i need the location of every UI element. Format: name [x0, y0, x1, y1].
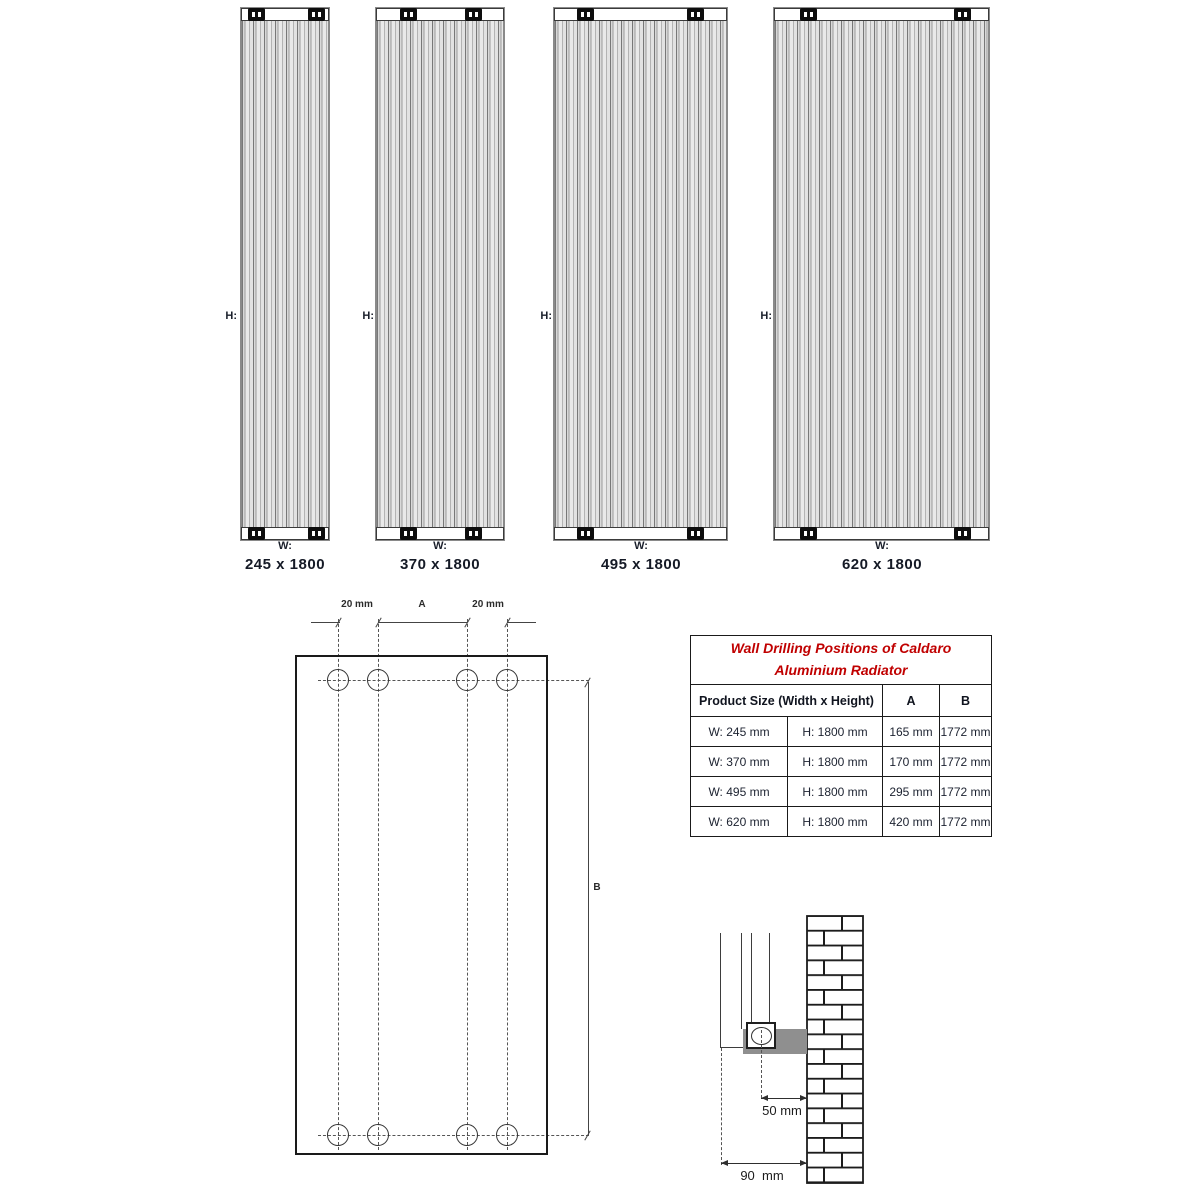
table-row [691, 807, 992, 837]
drill-hole [327, 1124, 349, 1146]
cell-height: H: 1800 mm [788, 747, 883, 777]
drill-hole [496, 1124, 518, 1146]
radiator-370-front-view [375, 7, 505, 541]
radiator-section-line [741, 933, 742, 1029]
table-title-line2: Aluminium Radiator [774, 662, 908, 678]
dimension-line [378, 622, 467, 623]
bracket-clip-icon [800, 8, 817, 21]
radiator-620-front-view [773, 7, 990, 541]
bracket-clip-icon [687, 527, 704, 540]
arrowhead-icon [800, 1160, 807, 1166]
cell-a: 420 mm [883, 807, 940, 837]
radiator-section-line [720, 933, 721, 1048]
table-title-line1: Wall Drilling Positions of Caldaro [730, 640, 952, 657]
table-title [691, 636, 992, 685]
center-line [761, 1030, 762, 1098]
cell-b: 1772 mm [940, 717, 992, 747]
size-label-370: 370 x 1800 [399, 556, 481, 573]
bracket-clip-icon [465, 8, 482, 21]
drill-hole [367, 1124, 389, 1146]
cell-a: 165 mm [883, 717, 940, 747]
dim-20mm-right: 20 mm [472, 599, 504, 610]
cell-width: W: 245 mm [691, 717, 788, 747]
cell-height: H: 1800 mm [788, 807, 883, 837]
dimension-line-90mm [721, 1163, 807, 1164]
height-label: H: [540, 310, 552, 322]
brick-wall [806, 915, 864, 1184]
cell-b: 1772 mm [940, 777, 992, 807]
bracket-clip-icon [687, 8, 704, 21]
arrowhead-icon [721, 1160, 728, 1166]
cell-a: 170 mm [883, 747, 940, 777]
dim-90mm: 90 mm [740, 1168, 784, 1183]
bracket-clip-icon [954, 8, 971, 21]
drill-hole [367, 669, 389, 691]
cell-b: 1772 mm [940, 747, 992, 777]
radiator-495-front-view [553, 7, 728, 541]
height-label: H: [362, 310, 374, 322]
width-label: W: [875, 540, 889, 552]
cell-a: 295 mm [883, 777, 940, 807]
panel-outline [295, 655, 548, 1155]
height-label: H: [225, 310, 237, 322]
drill-hole [327, 669, 349, 691]
radiator-245-front-view [240, 7, 330, 541]
dim-50mm: 50 mm [762, 1103, 802, 1118]
cell-width: W: 370 mm [691, 747, 788, 777]
bracket-clip-icon [954, 527, 971, 540]
drilling-positions-table [690, 635, 992, 837]
col-header-b: B [940, 685, 992, 717]
bracket-clip-icon [308, 8, 325, 21]
width-label: W: [278, 540, 292, 552]
dimension-line-b [588, 682, 589, 1135]
width-label: W: [634, 540, 648, 552]
cell-width: W: 495 mm [691, 777, 788, 807]
radiator-section-line [769, 933, 770, 1023]
radiator-top-header [376, 8, 504, 21]
col-header-a: A [883, 685, 940, 717]
bracket-clip-icon [248, 527, 265, 540]
bracket-clip-icon [577, 527, 594, 540]
col-header-product-size: Product Size (Width x Height) [691, 685, 883, 717]
size-label-245: 245 x 1800 [244, 556, 326, 573]
drill-hole [496, 669, 518, 691]
arrowhead-icon [761, 1095, 768, 1101]
bracket-clip-icon [800, 527, 817, 540]
cell-width: W: 620 mm [691, 807, 788, 837]
dim-a: A [418, 599, 426, 610]
radiator-section-line [751, 933, 752, 1029]
dim-20mm-left: 20 mm [341, 599, 373, 610]
center-line [721, 1048, 722, 1165]
table-row [691, 717, 992, 747]
size-label-620: 620 x 1800 [841, 556, 923, 573]
cell-b: 1772 mm [940, 807, 992, 837]
table-row [691, 777, 992, 807]
dimension-line [311, 622, 340, 623]
bracket-clip-icon [248, 8, 265, 21]
dim-b: B [593, 882, 601, 893]
width-label: W: [433, 540, 447, 552]
arrowhead-icon [800, 1095, 807, 1101]
drill-hole [456, 1124, 478, 1146]
bracket-clip-icon [400, 8, 417, 21]
drill-hole [456, 669, 478, 691]
bracket-clip-icon [400, 527, 417, 540]
cell-height: H: 1800 mm [788, 717, 883, 747]
height-label: H: [760, 310, 772, 322]
bracket-clip-icon [577, 8, 594, 21]
size-label-495: 495 x 1800 [600, 556, 682, 573]
cell-height: H: 1800 mm [788, 777, 883, 807]
dimension-line [507, 622, 536, 623]
bracket-clip-icon [308, 527, 325, 540]
radiator-bottom-header [376, 527, 504, 540]
bracket-clip-icon [465, 527, 482, 540]
table-row [691, 747, 992, 777]
